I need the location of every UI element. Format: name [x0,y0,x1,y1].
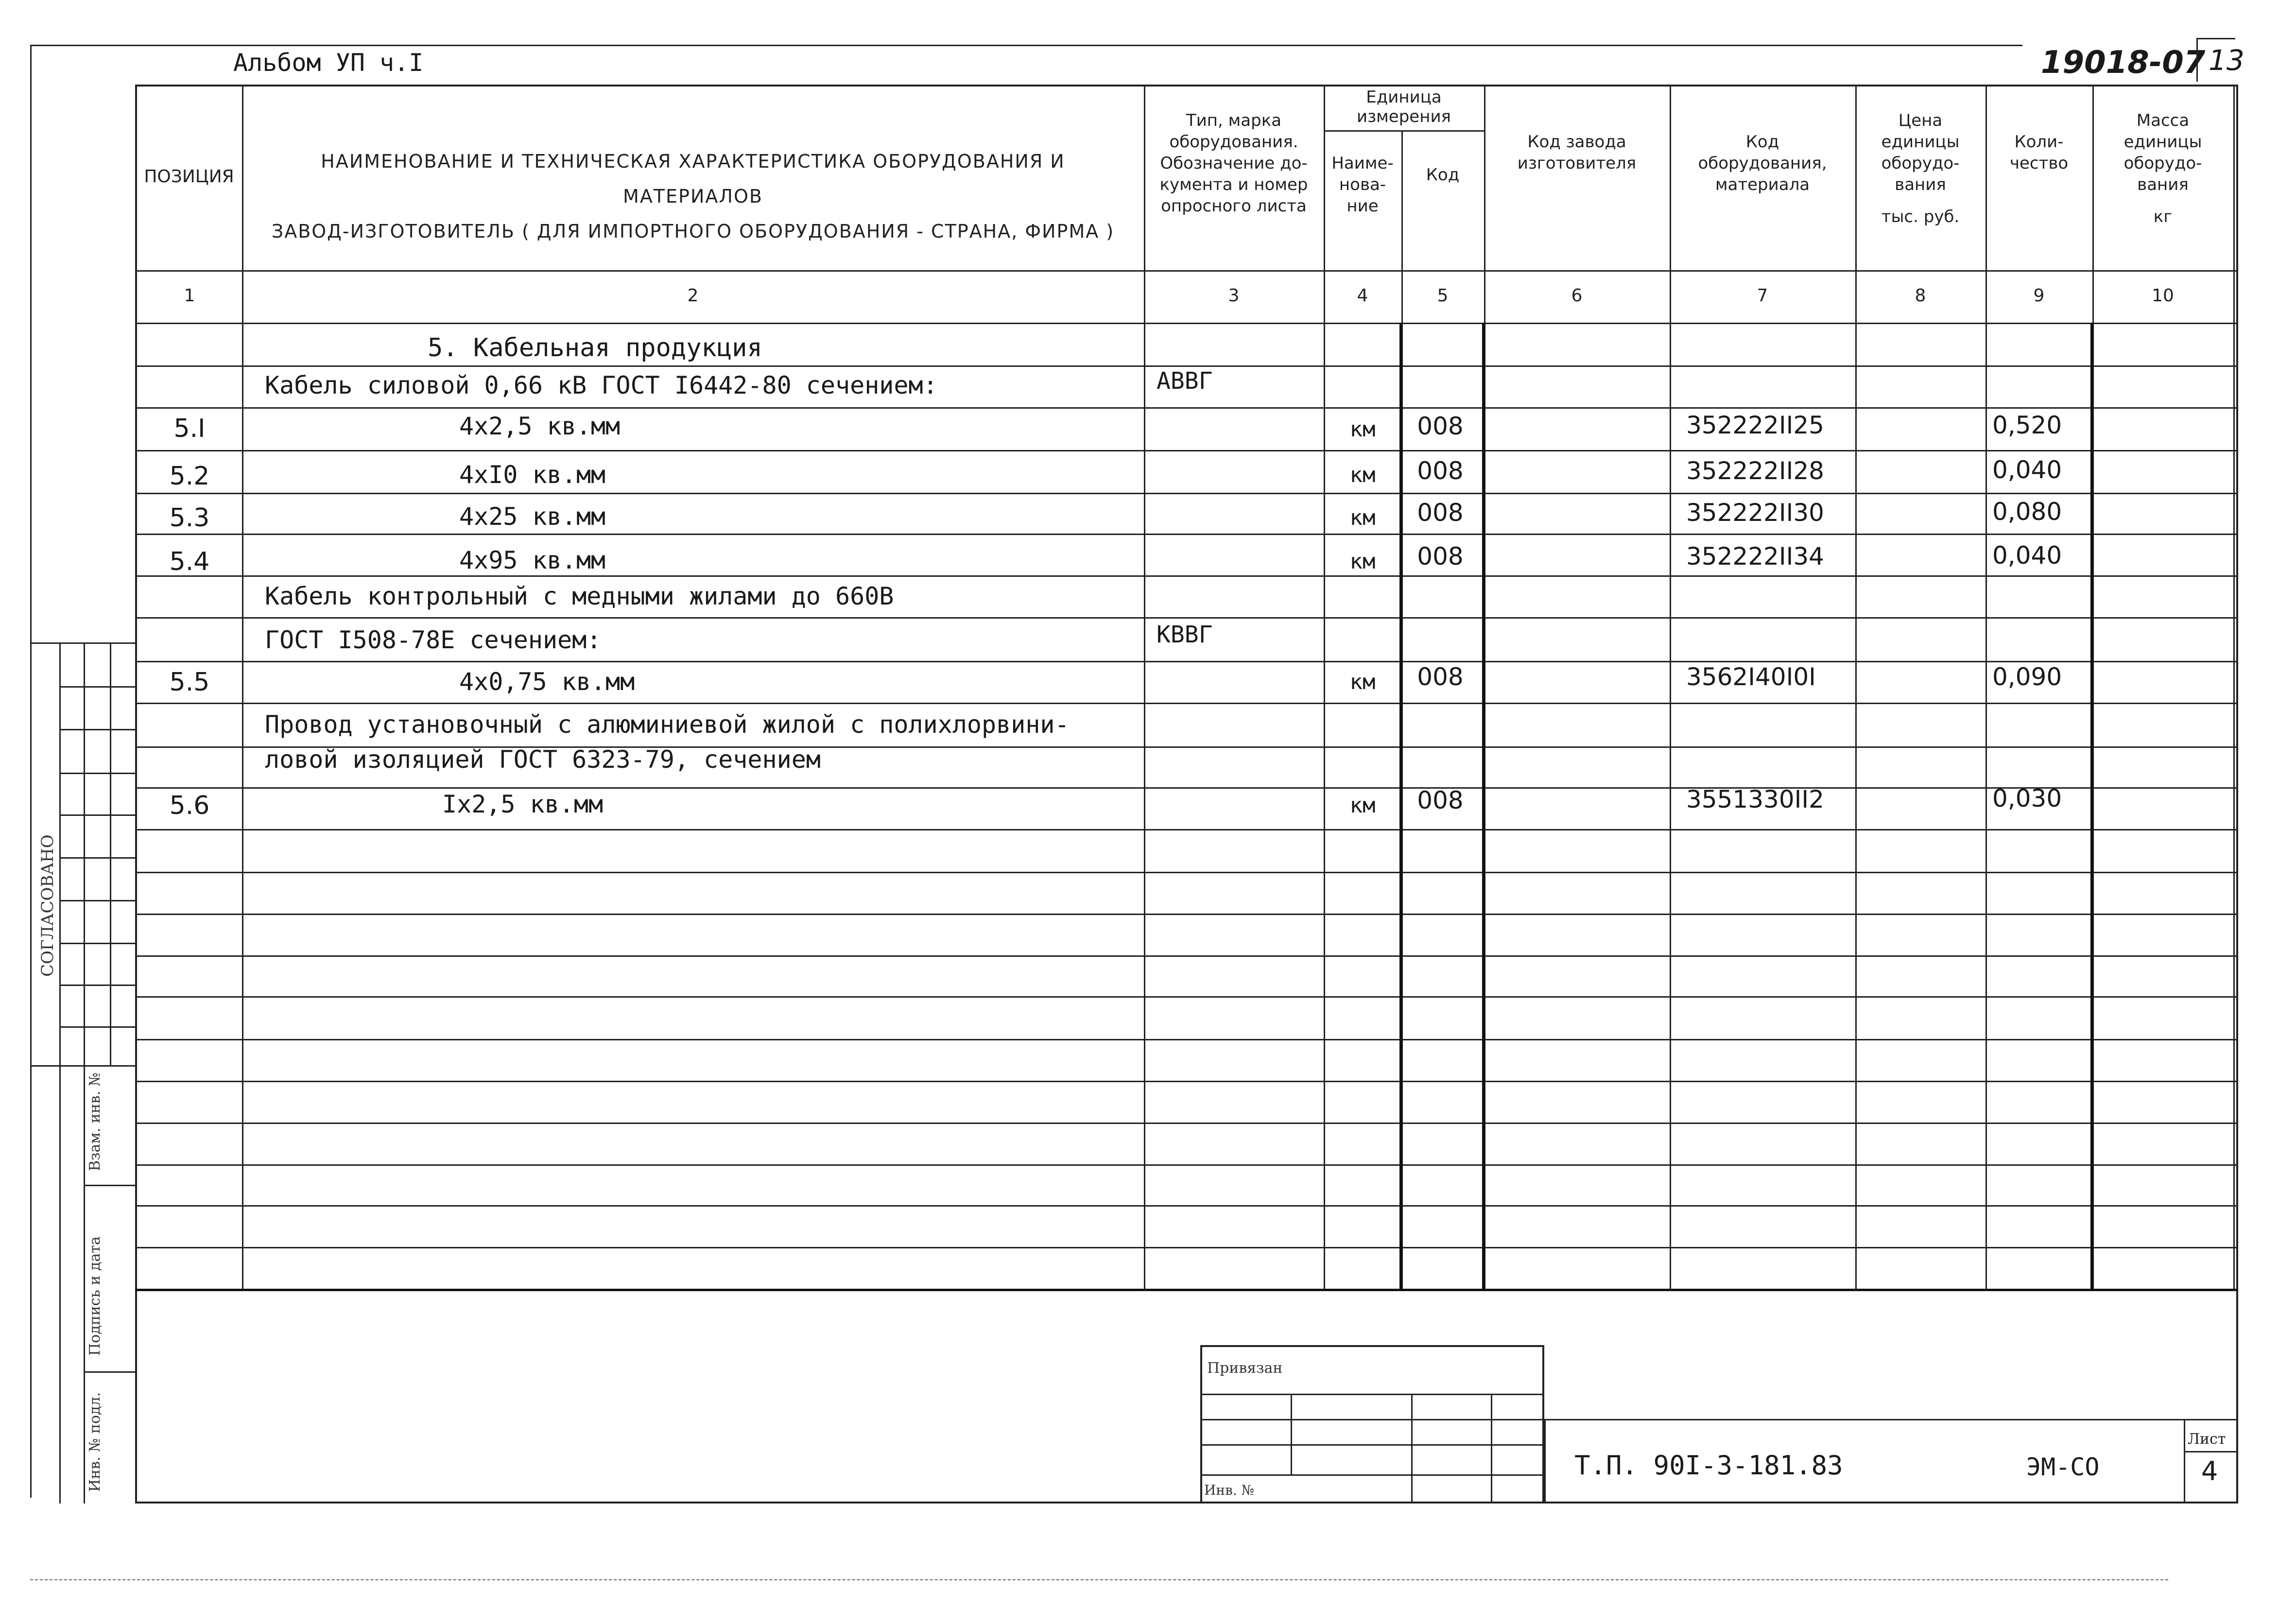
header-unit-code: Код [1426,165,1460,185]
row-unit: км [1349,417,1376,442]
row-name: 4x0,75 кв.мм [459,668,635,696]
spec-row-power-cable: Кабель силовой 0,66 кВ ГОСТ I6442-80 сечением: [265,371,938,399]
header-type: Тип, марка оборудования. Обозначение до- кумента и номер опросного листа [1159,111,1308,216]
row-material-code: 352222II28 [1686,457,1824,485]
row-quantity: 0,090 [1992,663,2062,691]
row-name: 4x25 кв.мм [459,502,606,531]
row-quantity: 0,030 [1992,784,2062,812]
row-material-code: 352222II34 [1686,542,1824,570]
row-quantity: 0,080 [1992,498,2062,526]
row-quantity: 0,040 [1992,541,2062,570]
row-unit: км [1349,670,1376,694]
row-code: 008 [1417,786,1464,814]
row-code: 008 [1417,542,1464,570]
row-material-code: 3551330II2 [1686,785,1824,813]
document-number: 19018-07 [2041,45,2206,81]
row-name: 4x2,5 кв.мм [459,412,621,440]
spec-row-control-cable-gost: ГОСТ I508-78Е сечением: [265,626,602,654]
row-quantity: 0,520 [1992,411,2062,439]
header-quantity: Коли- чество [2009,132,2069,173]
spec-row-wire-cont: ловой изоляцией ГОСТ 6323-79, сечением [265,745,821,774]
row-unit: км [1349,463,1376,487]
header-unit-name: Наиме- нова- ние [1331,154,1394,216]
inv-replace-label: Взам. инв. № [86,1072,104,1171]
header-mass: Масса единицы оборудо- вания кг [2123,111,2202,226]
header-price: Цена единицы оборудо- вания тыс. руб. [1881,111,1960,226]
row-unit: км [1349,505,1376,530]
left-page-edge [30,45,32,1498]
row-position: 5.2 [169,462,210,491]
row-material-code: 3562I40I0I [1686,663,1816,691]
row-position: 5.5 [169,668,210,697]
row-name: Ix2,5 кв.мм [442,790,604,818]
row-code: 008 [1417,457,1464,485]
header-unit-group: Единица измерения [1356,87,1451,126]
row-position: 5.6 [169,791,210,820]
row-code: 008 [1417,412,1464,440]
row-position: 5.4 [169,547,210,576]
album-label: Альбом УП ч.I [233,49,424,77]
sheet-label: Лист [2188,1431,2226,1448]
type-avvg: АВВГ [1157,367,1213,395]
row-position: 5.3 [169,503,210,533]
row-code: 008 [1417,663,1464,691]
spec-row-wire: Провод установочный с алюминиевой жилой с полихлорвини- [265,710,1070,739]
row-quantity: 0,040 [1992,456,2062,484]
header-position: ПОЗИЦИЯ [144,167,234,187]
type-kvvg: КВВГ [1157,621,1213,648]
row-code: 008 [1417,499,1464,527]
privyazan-label: Привязан [1207,1360,1283,1377]
sheet-corner-number: 13 [2209,44,2244,77]
inv-no-label: Инв. № [1204,1482,1255,1498]
sheet-number: 4 [2201,1456,2218,1486]
row-material-code: 352222II25 [1686,411,1824,439]
header-factory-code: Код завода изготовителя [1517,132,1637,173]
sign-date-label: Подпись и дата [86,1236,104,1356]
row-material-code: 352222II30 [1686,499,1824,527]
row-position: 5.I [173,414,206,443]
drawing-code: ЭМ-СО [2026,1453,2100,1481]
project-designation: Т.П. 90I-3-181.83 [1574,1450,1843,1481]
scan-edge-line [30,1579,2168,1580]
agreed-label: СОГЛАСОВАНО [38,834,57,977]
header-material-code: Код оборудования, материала [1698,132,1827,194]
spec-row-control-cable: Кабель контрольный с медными жилами до 660В [265,582,894,610]
inv-orig-label: Инв. № подл. [86,1392,104,1492]
row-name: 4x95 кв.мм [459,546,606,574]
row-unit: км [1349,549,1376,574]
spec-section-title: 5. Кабельная продукция [428,333,762,363]
row-name: 4xI0 кв.мм [459,461,606,489]
row-unit: км [1349,793,1376,818]
